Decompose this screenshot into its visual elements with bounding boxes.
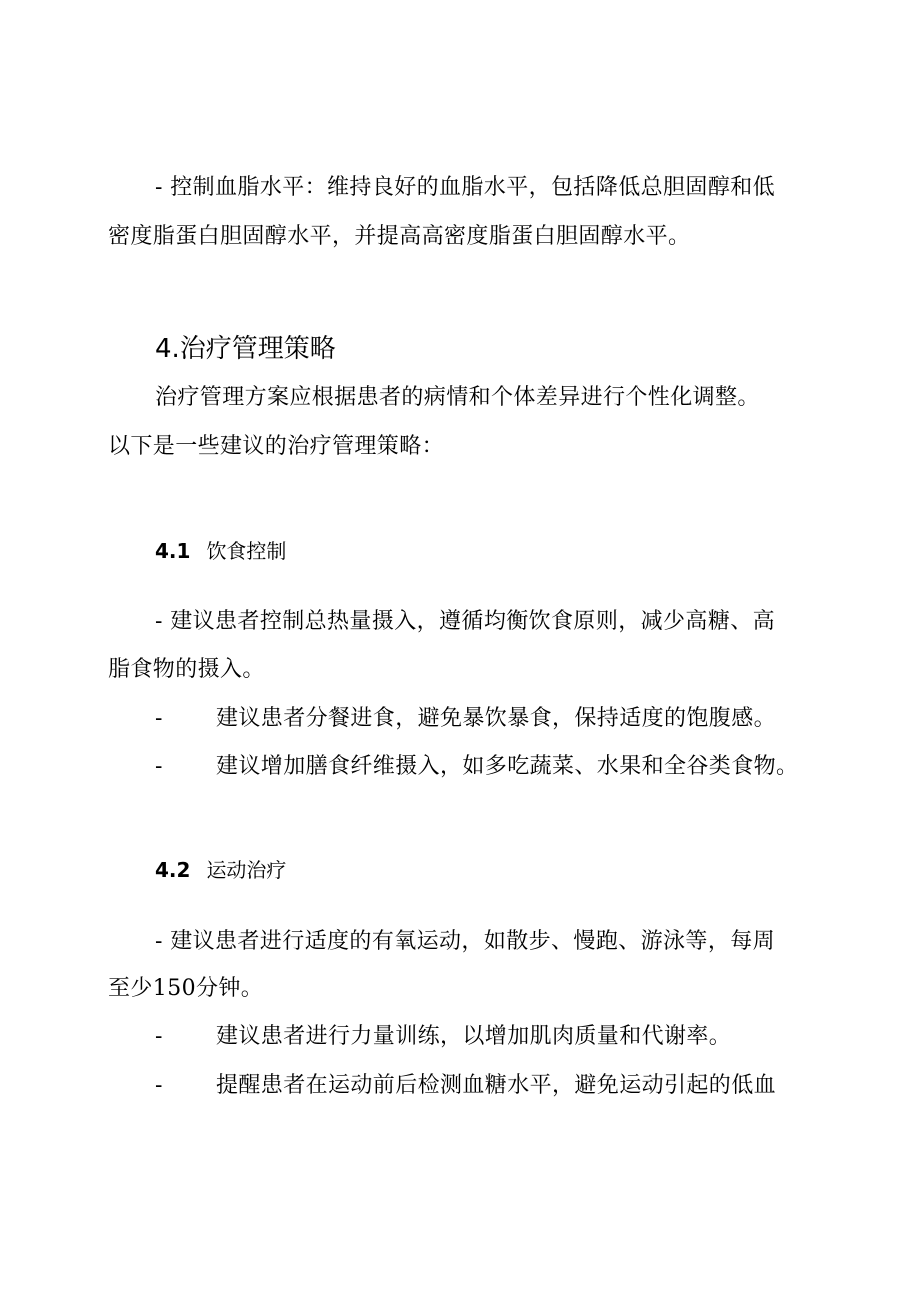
exercise-item-1-line-2: 至少150分钟。 — [108, 976, 264, 1001]
exercise-item-2-text: 建议患者进行力量训练，以增加肌肉质量和代谢率。 — [216, 1024, 732, 1049]
section-4-2-heading — [155, 856, 286, 884]
section-4-heading: 4.治疗管理策略 — [155, 334, 336, 364]
diet-item-3-dash: - — [155, 754, 163, 779]
lipid-item-line-2: 密度脂蛋白胆固醇水平，并提高高密度脂蛋白胆固醇水平。 — [108, 224, 691, 249]
exercise-item-3-text: 提醒患者在运动前后检测血糖水平，避免运动引起的低血 — [216, 1073, 777, 1098]
diet-item-2-dash: - — [155, 706, 163, 731]
section-4-1-heading — [155, 537, 286, 565]
diet-item-1-line-1: - 建议患者控制总热量摄入，遵循均衡饮食原则，减少高糖、高 — [155, 609, 776, 634]
exercise-item-3-dash: - — [155, 1073, 163, 1098]
exercise-item-2-dash: - — [155, 1024, 163, 1049]
section-4-1-title: 饮食控制 — [206, 539, 287, 563]
section-4-2-number: 4.2 — [155, 858, 191, 882]
section-4-intro-line-2: 以下是一些建议的治疗管理策略： — [108, 434, 445, 459]
section-4-2-title: 运动治疗 — [206, 858, 287, 882]
section-4-intro-line-1: 治疗管理方案应根据患者的病情和个体差异进行个性化调整。 — [155, 385, 760, 410]
diet-item-1-line-2: 脂食物的摄入。 — [108, 657, 265, 682]
lipid-item-line-1: - 控制血脂水平：维持良好的血脂水平，包括降低总胆固醇和低 — [155, 175, 776, 200]
section-4-1-number: 4.1 — [155, 539, 191, 563]
diet-item-2-text: 建议患者分餐进食，避免暴饮暴食，保持适度的饱腹感。 — [216, 706, 777, 731]
exercise-item-1-line-1: - 建议患者进行适度的有氧运动，如散步、慢跑、游泳等，每周 — [155, 929, 776, 954]
diet-item-3-text: 建议增加膳食纤维摄入，如多吃蔬菜、水果和全谷类食物。 — [216, 754, 799, 779]
